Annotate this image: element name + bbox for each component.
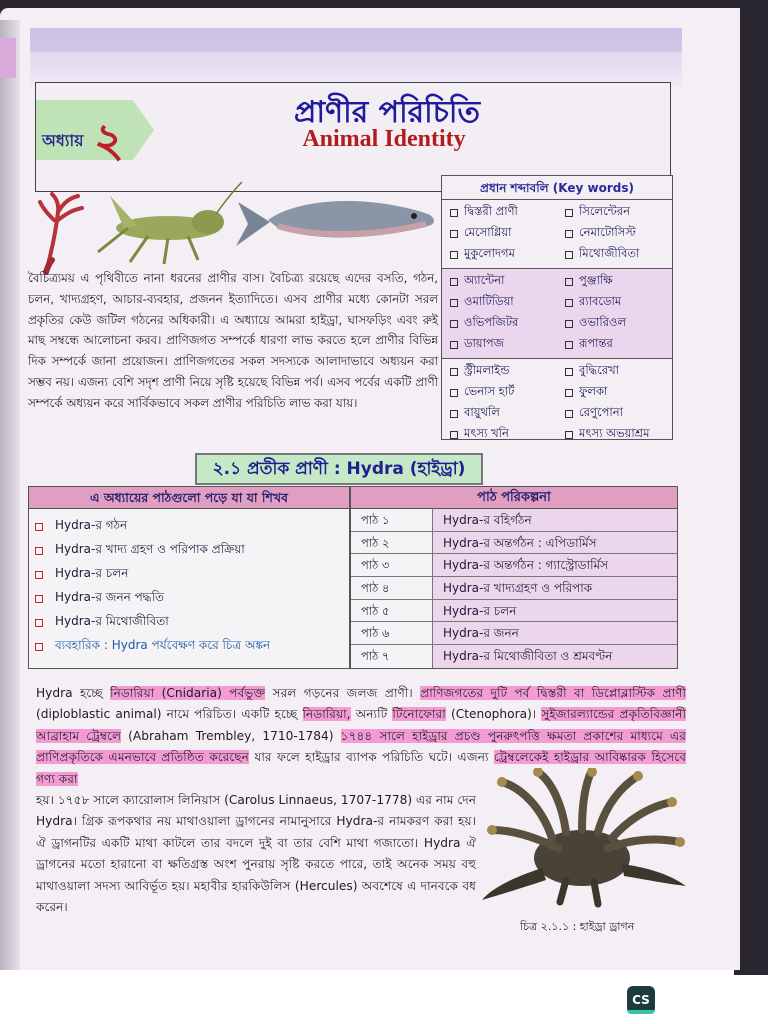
keyword: সিলেন্টেরন xyxy=(579,204,630,218)
checkbox-icon xyxy=(565,431,573,439)
learning-heading: এ অধ্যায়ের পাঠগুলো পড়ে যা যা শিখব xyxy=(29,487,349,509)
text-run: (diploblastic animal) নামে পরিচিত। একটি হচ্ছে xyxy=(36,707,303,722)
spine-tab xyxy=(0,38,16,78)
text-run: (Hercules) অবশেষে এ দানবকে বধ করেন। xyxy=(36,878,476,915)
lesson-plan-table xyxy=(350,486,678,669)
checkbox-icon xyxy=(565,299,573,307)
keyword: মুকুলোদগম xyxy=(464,246,515,260)
lesson-number: পাঠ ২ xyxy=(351,532,433,554)
keyword: রেণুপোনা xyxy=(579,405,623,419)
keyword: বুদ্ধিরেখা xyxy=(579,363,619,377)
lesson-number: পাঠ ৭ xyxy=(351,645,433,668)
highlight-text: প্রাণিজগতের দুটি পর্ব দ্বিস্তরী বা ডিপ্লোব্লাস্টিক প্রাণী xyxy=(420,686,686,700)
hydra-dragon-illustration xyxy=(482,768,687,908)
learning-item-text: ব্যবহারিক : Hydra পর্যবেক্ষণ করে চিত্র অঙ্কন xyxy=(55,638,271,652)
header-band-top xyxy=(30,28,682,52)
text-run: Hydra হচ্ছে xyxy=(36,686,111,700)
bullet-icon xyxy=(35,571,43,579)
checkbox-icon xyxy=(565,230,573,238)
keyword: ডায়াপজ xyxy=(464,336,505,350)
learning-item-text: Hydra-র জনন পদ্ধতি xyxy=(55,590,165,604)
checkbox-icon xyxy=(565,320,573,328)
checkbox-icon xyxy=(450,368,458,376)
keyword: পুঞ্জাক্ষি xyxy=(579,273,613,287)
checkbox-icon xyxy=(450,431,458,439)
highlight-text: ১৭৪৪ সালে হাইড্রার প্রচণ্ড পুনরুৎপত্তি ক্ষমতা প্রকাশের মাধ্যমে এর প্রাণিপ্রকৃতিকে এমনভাবে প্রতিষ্ঠিত করেছেন xyxy=(36,728,686,765)
keyword: ওভারিওল xyxy=(579,315,627,329)
keywords-heading: প্রধান শব্দাবলি (Key words) xyxy=(442,176,672,200)
learning-item xyxy=(29,611,349,635)
animal-illustration xyxy=(38,180,438,280)
keywords-box xyxy=(441,175,673,440)
keywords-group-3 xyxy=(442,359,672,448)
checkbox-icon xyxy=(450,230,458,238)
lesson-number: পাঠ ১ xyxy=(351,509,433,531)
learning-item-text: Hydra-র খাদ্য গ্রহণ ও পরিপাক প্রক্রিয়া xyxy=(55,542,245,556)
checkbox-icon xyxy=(450,341,458,349)
checkbox-icon xyxy=(565,251,573,259)
chapter-title-english: Animal Identity xyxy=(302,126,466,152)
book-spine xyxy=(0,20,20,970)
keyword: মৎস্য অভয়াশ্রম xyxy=(579,426,650,440)
table-row xyxy=(351,645,677,668)
keyword: মিথোজীবিতা xyxy=(579,246,640,260)
highlight-text: টিনোফোরা xyxy=(392,707,446,722)
dragon-icon xyxy=(482,768,686,904)
keywords-group-1 xyxy=(442,200,672,269)
checkbox-icon xyxy=(450,251,458,259)
bullet-icon xyxy=(35,595,43,603)
text-run: যার ফলে হাইড্রার ব্যাপক পরিচিতি ঘটে। এজন্য xyxy=(248,750,494,765)
checkbox-icon xyxy=(450,209,458,217)
keyword: দ্বিস্তরী প্রাণী xyxy=(464,204,518,218)
highlight-text: সুইজারল্যান্ডের প্রকৃতিবিজ্ঞানী আব্রাহাম ট্রেম্বলে xyxy=(36,707,686,743)
text-run: অন্যটি xyxy=(350,707,393,722)
hydra-icon xyxy=(40,194,82,272)
lesson-plan-heading: পাঠ পরিকল্পনা xyxy=(351,487,677,509)
learning-item xyxy=(29,515,349,539)
text-run: ড্রাগনের নামানুসারে Hydra-র নামকরণ করা হয়। ঐ ড্রাগনটির একটি মাথা কাটলে তার বদলে দুই বা তার বেশি মাথা গজাতো। Hydra ঐ ড্রাগনের মতো হারানো বা ক্ষতিগ্রস্ত অংশ পুনরায় সৃষ্টি করতে পারে, তাই অনেক সময় বহু মাথাওয়ালা সদস্য আবির্ভূত হয়। xyxy=(36,814,476,893)
keyword: ওমাটিডিয়া xyxy=(464,294,514,308)
bullet-icon xyxy=(35,643,43,651)
keywords-group-2 xyxy=(442,269,672,359)
lesson-number: পাঠ ৫ xyxy=(351,600,433,622)
lesson-number: পাঠ ৩ xyxy=(351,554,433,576)
highlight-text: নিডারিয়া, xyxy=(302,707,351,722)
table-row xyxy=(351,532,677,555)
highlight-text: নাম দেন Hydra। xyxy=(36,793,476,829)
chapter-number: ২ xyxy=(94,113,124,167)
section-title: ২.১ প্রতীক প্রাণী : Hydra (হাইড্রা) xyxy=(195,453,483,485)
checkbox-icon xyxy=(450,278,458,286)
keyword: ভেনাস হার্ট xyxy=(464,384,515,398)
checkbox-icon xyxy=(565,410,573,418)
learning-item xyxy=(29,539,349,563)
chapter-word: অধ্যায় xyxy=(42,131,84,150)
text-run: গ্রিক রূপকথার xyxy=(76,814,157,829)
highlight-text: নিডারিয়া (Cnidaria) পর্বভুক্ত xyxy=(110,686,266,700)
checkbox-icon xyxy=(565,341,573,349)
hydra-paragraph-2 xyxy=(36,790,476,918)
camscanner-logo: CS xyxy=(627,986,655,1014)
keyword: ওভিপজিটর xyxy=(464,315,519,329)
checkbox-icon xyxy=(565,389,573,397)
checkbox-icon xyxy=(565,278,573,286)
keyword: র‍্যাবডোম xyxy=(579,294,622,308)
learning-item xyxy=(29,587,349,611)
table-row xyxy=(351,622,677,645)
rohu-fish-icon xyxy=(236,201,434,246)
table-row xyxy=(351,600,677,623)
table-row xyxy=(351,554,677,577)
keyword: বায়ুথলি xyxy=(464,405,500,419)
highlight-text: ট্রেম্বলেকেই হাইড্রার আবিষ্কারক হিসেবে গণ্য করা xyxy=(36,750,686,786)
highlight-text: নয় মাথাওয়ালা xyxy=(156,814,231,829)
lesson-topic: Hydra-র জনন xyxy=(433,622,677,644)
lesson-topic: Hydra-র চলন xyxy=(433,600,677,622)
lesson-topic: Hydra-র খাদ্যগ্রহণ ও পরিপাক xyxy=(433,577,677,599)
title-bangla-text: প্রাণীর পরিচিতি xyxy=(293,95,481,130)
checkbox-icon xyxy=(565,368,573,376)
learning-item-text: Hydra-র চলন xyxy=(55,566,129,580)
learning-objectives-box xyxy=(28,486,350,669)
learning-item-text: Hydra-র মিথোজীবিতা xyxy=(55,614,169,628)
figure-caption: চিত্র ২.১.১ : হাইড্রা ড্রাগন xyxy=(520,920,635,933)
bullet-icon xyxy=(35,619,43,627)
lesson-number: পাঠ ৪ xyxy=(351,577,433,599)
keyword: মেসোগ্লিয়া xyxy=(464,225,512,239)
table-row xyxy=(351,577,677,600)
checkbox-icon xyxy=(450,410,458,418)
bullet-icon xyxy=(35,547,43,555)
checkbox-icon xyxy=(450,389,458,397)
lesson-number: পাঠ ৬ xyxy=(351,622,433,644)
keyword: মৎস্য খনি xyxy=(464,426,509,440)
text-run: সরল গড়নের জলজ প্রাণী। xyxy=(265,686,421,700)
checkbox-icon xyxy=(450,299,458,307)
lesson-topic: Hydra-র বহির্গঠন xyxy=(433,509,677,531)
chapter-intro-paragraph: বৈচিত্র্যময় এ পৃথিবীতে নানা ধরনের প্রাণীর বাস। বৈচিত্র্য রয়েছে এদের বসতি, গঠন, চলন, খাদ্যগ্রহণ, আচার-ব্যবহার, প্রজনন ইত্যাদিতে। এসব প্রাণীর মধ্যে কোনটা সরল প্রকৃতির কেউ জটিল গঠনের অধিকারী। এ অধ্যায়ে আমরা হাইড্রা, ঘাসফড়িং এবং রুই মাছ সম্বন্ধে আলোচনা করব। প্রাণিজগত সম্পর্কে ধারণা লাভ করতে হলে প্রাণীর বিভিন্ন দিক সম্পর্কে জানা প্রয়োজন। প্রাণিজগতের সকল সদস্যকে আলাদাভাবে অধ্যয়ন করা সম্ভব নয়। এজন্য বেশি সদৃশ প্রাণী নিয়ে সৃষ্টি হয়েছে বিভিন্ন পর্ব। এসব পর্বের একটি প্রাণী সম্পর্কে অধ্যয়ন করে সার্বিকভাবে সকল প্রাণীর পরিচিতি লাভ করা যায়। xyxy=(28,271,438,410)
keyword: নেমাটোসিস্ট xyxy=(579,225,636,239)
keyword: স্ট্রীমলাইন্ড xyxy=(464,363,510,377)
text-run: (Abraham Trembley, 1710-1784) xyxy=(121,728,341,743)
learning-item-practical xyxy=(29,635,349,659)
highlight-text: হয়। ১৭৫৮ সালে ক্যারোলাস লিনিয়াস xyxy=(36,793,221,807)
learning-item-text: Hydra-র গঠন xyxy=(55,518,128,532)
grasshopper-icon xyxy=(98,182,242,264)
checkbox-icon xyxy=(565,209,573,217)
keyword: রূপান্তর xyxy=(579,336,613,350)
bullet-icon xyxy=(35,523,43,531)
highlight-text: মহাবীর হারকিউলিস xyxy=(193,878,291,893)
keyword: অ্যান্টেনা xyxy=(464,273,505,287)
lesson-topic: Hydra-র অন্তর্গঠন : এপিডার্মিস xyxy=(433,532,677,554)
checkbox-icon xyxy=(450,320,458,328)
table-row xyxy=(351,509,677,532)
text-run: (Ctenophora)। xyxy=(445,707,542,722)
lesson-topic: Hydra-র মিথোজীবিতা ও শ্রমবণ্টন xyxy=(433,645,677,668)
learning-item xyxy=(29,563,349,587)
lesson-topic: Hydra-র অন্তর্গঠন : গ্যাস্ট্রোডার্মিস xyxy=(433,554,677,576)
keyword: ফুলকা xyxy=(579,384,608,398)
text-run: (Carolus Linnaeus, 1707-1778) এর xyxy=(220,793,436,807)
